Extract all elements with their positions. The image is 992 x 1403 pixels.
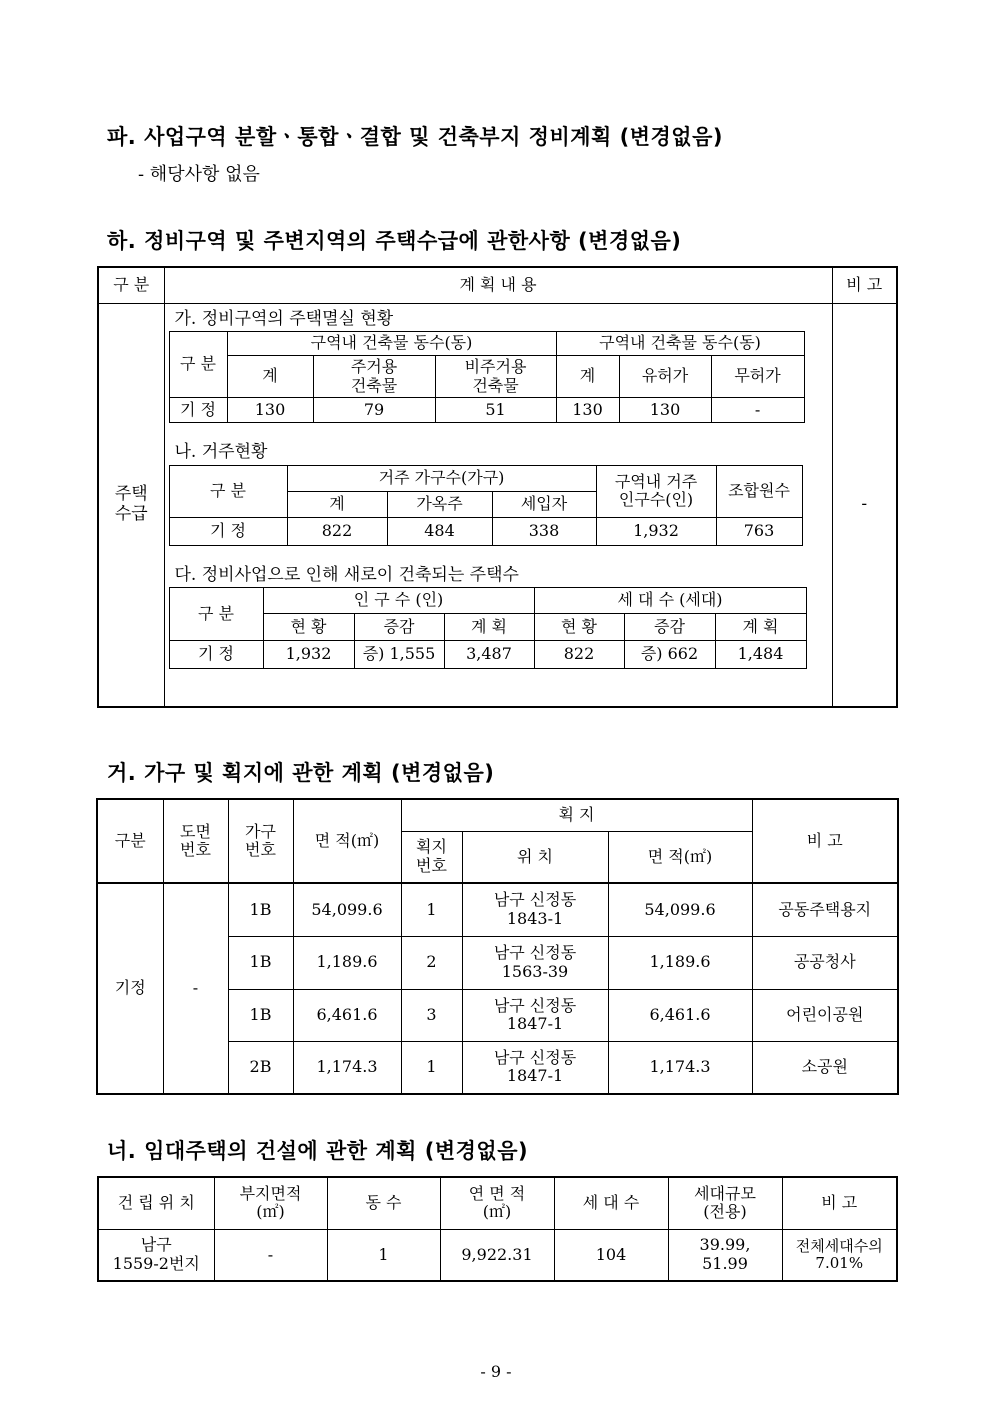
ga-value: 130: [227, 398, 313, 423]
neo-value: 104: [554, 1229, 668, 1281]
gagu-value: 1B: [228, 883, 293, 936]
na-value: 1,932: [596, 517, 716, 545]
da-value: 증) 1,555: [354, 641, 444, 669]
rental-housing-table: [97, 1176, 898, 1282]
h-remark: 비 고: [752, 799, 898, 883]
location-value: 남구 신정동 1563-39: [462, 936, 608, 989]
h-location: 위 치: [462, 831, 608, 883]
da-value: 증) 662: [624, 641, 715, 669]
da-value: 3,487: [444, 641, 534, 669]
neo-value: 9,922.31: [440, 1229, 554, 1281]
ga-h-gubun: 구 분: [169, 332, 227, 398]
block-lot-table: [96, 798, 899, 1095]
na-row-label: 기 정: [169, 517, 287, 545]
da-col: 현 황: [263, 614, 354, 641]
da-caption: 다. 정비사업으로 인해 새로이 건축되는 주택수: [174, 564, 519, 585]
ga-col: 유허가: [619, 356, 711, 398]
h-gubun: 구분: [97, 799, 163, 883]
ga-col: 계: [227, 356, 313, 398]
h-hoekji-no: 획지 번호: [401, 831, 462, 883]
ga-h-group1: 구역내 건축물 동수(동): [227, 332, 556, 356]
remark-value: 소공원: [752, 1041, 898, 1094]
location-value: 남구 신정동 1847-1: [462, 989, 608, 1041]
na-value: 484: [387, 517, 492, 545]
da-col: 계 획: [444, 614, 534, 641]
neo-value: 전체세대수의 7.01%: [782, 1229, 897, 1281]
hoekji-area-value: 6,461.6: [608, 989, 752, 1041]
h-gagu: 가구 번호: [228, 799, 293, 883]
hoekji-no-value: 1: [401, 883, 462, 936]
ga-col: 무허가: [711, 356, 804, 398]
na-value: 763: [716, 517, 802, 545]
ga-col: 계: [556, 356, 619, 398]
section-ha-title: 하. 정비구역 및 주변지역의 주택수급에 관한사항 (변경없음): [107, 229, 682, 253]
da-col: 현 황: [534, 614, 624, 641]
da-row-label: 기 정: [169, 641, 263, 669]
neo-value: 1: [327, 1229, 440, 1281]
neo-header: 세대규모 (전용): [668, 1177, 782, 1229]
hoekji-area-value: 1,189.6: [608, 936, 752, 989]
da-value: 822: [534, 641, 624, 669]
remark-value: -: [832, 303, 897, 707]
hoekji-no-value: 1: [401, 1041, 462, 1094]
area-value: 54,099.6: [293, 883, 401, 936]
housing-supply-table: [97, 266, 898, 708]
ga-row-label: 기 정: [169, 398, 227, 423]
na-value: 822: [287, 517, 387, 545]
page-number: - 9 -: [480, 1362, 512, 1381]
da-h-gubun: 구 분: [169, 588, 263, 641]
na-h-group: 거주 가구수(가구): [287, 465, 596, 491]
na-col: 가옥주: [387, 491, 492, 517]
ga-table: [169, 331, 805, 423]
row-label-housing: 주택 수급: [98, 303, 164, 707]
neo-value: 남구 1559-2번지: [98, 1229, 214, 1281]
na-caption: 나. 거주현황: [174, 442, 268, 463]
ga-h-group2: 구역내 건축물 동수(동): [556, 332, 804, 356]
neo-header: 부지면적 (㎡): [214, 1177, 327, 1229]
remark-value: 공동주택용지: [752, 883, 898, 936]
ga-col: 비주거용 건축물: [435, 356, 556, 398]
neo-header: 동 수: [327, 1177, 440, 1229]
neo-value: -: [214, 1229, 327, 1281]
location-value: 남구 신정동 1843-1: [462, 883, 608, 936]
domyeon-value: -: [163, 883, 228, 1094]
neo-value: 39.99, 51.99: [668, 1229, 782, 1281]
section-geo-title: 거. 가구 및 획지에 관한 계획 (변경없음): [107, 761, 495, 785]
ga-col: 주거용 건축물: [313, 356, 435, 398]
da-h-group2: 세 대 수 (세대): [534, 588, 806, 614]
header-content: 계 획 내 용: [164, 267, 832, 303]
remark-value: 어린이공원: [752, 989, 898, 1041]
da-table: [169, 587, 807, 669]
group-label: 기정: [97, 883, 163, 1094]
hoekji-no-value: 3: [401, 989, 462, 1041]
hoekji-area-value: 54,099.6: [608, 883, 752, 936]
na-h-pop: 구역내 거주 인구수(인): [596, 465, 716, 517]
na-table: [169, 465, 803, 546]
section-pa-title: 파. 사업구역 분할ㆍ통합ㆍ결합 및 건축부지 정비계획 (변경없음): [107, 125, 723, 149]
section-pa-note: - 해당사항 없음: [138, 164, 260, 185]
da-h-group1: 인 구 수 (인): [263, 588, 534, 614]
na-h-members: 조합원수: [716, 465, 802, 517]
area-value: 1,189.6: [293, 936, 401, 989]
ga-value: 130: [556, 398, 619, 423]
neo-header: 비 고: [782, 1177, 897, 1229]
content-cell: [164, 303, 832, 707]
da-col: 계 획: [715, 614, 806, 641]
gagu-value: 2B: [228, 1041, 293, 1094]
ga-value: -: [711, 398, 804, 423]
da-value: 1,484: [715, 641, 806, 669]
gagu-value: 1B: [228, 936, 293, 989]
neo-header: 건 립 위 치: [98, 1177, 214, 1229]
da-value: 1,932: [263, 641, 354, 669]
h-hoekji: 획 지: [401, 799, 752, 831]
h-hoekji-area: 면 적(㎡): [608, 831, 752, 883]
h-domyeon: 도면 번호: [163, 799, 228, 883]
ga-value: 130: [619, 398, 711, 423]
na-value: 338: [492, 517, 596, 545]
hoekji-area-value: 1,174.3: [608, 1041, 752, 1094]
ga-caption: 가. 정비구역의 주택멸실 현황: [174, 308, 394, 329]
area-value: 6,461.6: [293, 989, 401, 1041]
location-value: 남구 신정동 1847-1: [462, 1041, 608, 1094]
gagu-value: 1B: [228, 989, 293, 1041]
na-col: 계: [287, 491, 387, 517]
remark-value: 공공청사: [752, 936, 898, 989]
neo-header: 세 대 수: [554, 1177, 668, 1229]
da-col: 증감: [354, 614, 444, 641]
na-col: 세입자: [492, 491, 596, 517]
section-neo-title: 너. 임대주택의 건설에 관한 계획 (변경없음): [107, 1139, 529, 1163]
neo-header: 연 면 적 (㎡): [440, 1177, 554, 1229]
header-gubun: 구 분: [98, 267, 164, 303]
da-col: 증감: [624, 614, 715, 641]
ga-value: 51: [435, 398, 556, 423]
na-h-gubun: 구 분: [169, 465, 287, 517]
hoekji-no-value: 2: [401, 936, 462, 989]
area-value: 1,174.3: [293, 1041, 401, 1094]
header-remark: 비 고: [832, 267, 897, 303]
h-area: 면 적(㎡): [293, 799, 401, 883]
ga-value: 79: [313, 398, 435, 423]
